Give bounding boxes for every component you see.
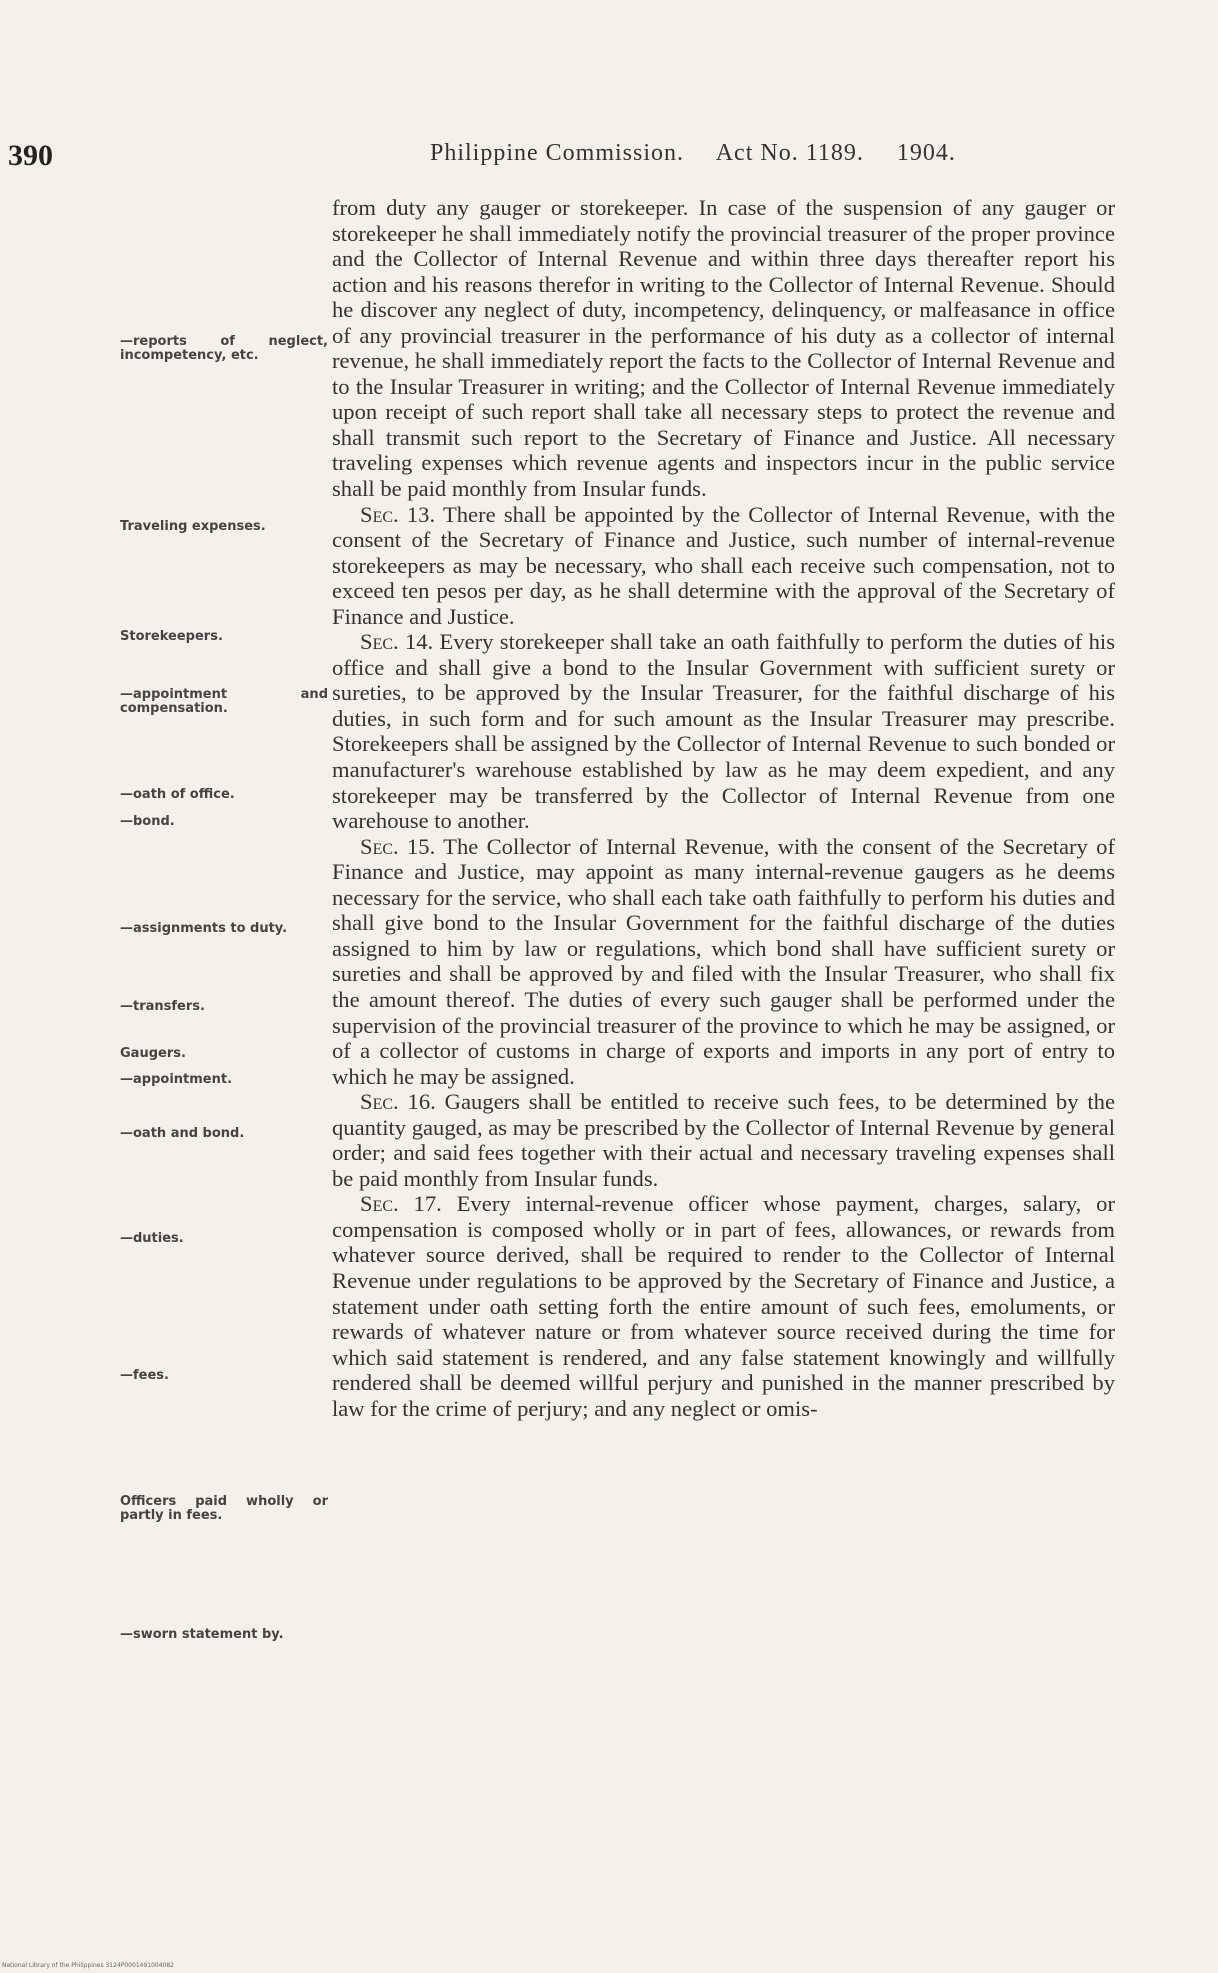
- margin-note: —duties.: [120, 1231, 184, 1246]
- margin-note: —transfers.: [120, 999, 205, 1014]
- margin-note: —sworn statement by.: [120, 1627, 284, 1642]
- section-text: The Collector of Internal Revenue, with the consent of the Secretary of Finance and Justice, may appoint as many internal-revenue gaugers as he deems necessary for the service, who shall each take oath faithfully to perform his duties and shall give bond to the Insular Government for the faithful discharge of the duties assigned to him by law or regulations, which bond shall have sufficient surety or sureties and shall be approved by and filed with the Insular Treasurer, who shall fix the amount thereof. The duties of every such gauger shall be performed under the supervision of the provincial treasurer of the province to which he may be assigned, or of a collector of customs in charge of exports and imports in any port of entry to which he may be assigned.: [332, 833, 1115, 1089]
- section-label: Sec. 13.: [360, 501, 436, 527]
- section-label: Sec. 15.: [360, 833, 436, 859]
- margin-note: —appointment and compensation.: [120, 687, 328, 716]
- footer-source: National Library of the Philippines 3124P0001491004082: [2, 1962, 174, 1969]
- section-label: Sec. 14.: [360, 629, 434, 655]
- section-17: [332, 1191, 1115, 1421]
- margin-note: Officers paid wholly or partly in fees.: [120, 1494, 328, 1523]
- body-paragraph: from duty any gauger or storekeeper. In case of the suspension of any gauger or storekeeper he shall immediately notify the provincial treasurer of the proper province and the Collector of Internal Revenue and within three days thereafter report his action and his reasons therefor in writing to the Collector of Internal Revenue. Should he discover any neglect of duty, incompetency, delinquency, or malfeasance in office of any provincial treasurer in the performance of his duty as a collector of internal revenue, he shall immediately report the facts to the Collector of Internal Revenue and to the Insular Treasurer in writing; and the Collector of Internal Revenue immediately upon receipt of such report shall take all necessary steps to protect the revenue and shall transmit such report to the Secretary of Finance and Justice. All necessary traveling expenses which revenue agents and inspectors incur in the public service shall be paid monthly from Insular funds.: [332, 195, 1115, 502]
- section-14: [332, 629, 1115, 833]
- margin-note: —appointment.: [120, 1072, 233, 1087]
- section-text: Every storekeeper shall take an oath faithfully to perform the duties of his office and shall give a bond to the Insular Government with sufficient surety or sureties, to be approved by the Insular Treasurer, for the faithful discharge of his duties, in such form and for such amount as the Insular Treasurer may prescribe. Storekeepers shall be assigned by the Collector of Internal Revenue to such bonded or manufacturer's warehouse established by law as he may deem expedient, and any storekeeper may be transferred by the Collector of Internal Revenue from one warehouse to another.: [332, 629, 1115, 834]
- margin-note: —oath and bond.: [120, 1126, 245, 1141]
- running-head-title: Philippine Commission.: [430, 140, 685, 166]
- running-head-year: 1904.: [896, 140, 956, 166]
- margin-note: —assignments to duty.: [120, 921, 288, 936]
- margin-note: Traveling expenses.: [120, 519, 266, 534]
- section-text: Every internal-revenue officer whose payment, charges, salary, or compensation is composed wholly or in part of fees, allowances, or rewards from whatever source derived, shall be required to render to the Collector of Internal Revenue under regulations to be approved by the Secretary of Finance and Justice, a statement under oath setting forth the entire amount of such fees, emoluments, or rewards of whatever nature or from whatever source received during the time for which said statement is rendered, and any false statement knowingly and willfully rendered shall be deemed willful perjury and punished in the manner prescribed by law for the crime of perjury; and any neglect or omis-: [332, 1191, 1115, 1421]
- margin-note: —fees.: [120, 1368, 169, 1383]
- main-text: [332, 195, 1115, 1421]
- section-13: [332, 502, 1115, 630]
- section-16: [332, 1089, 1115, 1191]
- margin-note: Storekeepers.: [120, 629, 223, 644]
- margin-note: Gaugers.: [120, 1046, 186, 1061]
- section-label: Sec. 17.: [360, 1191, 442, 1217]
- margin-note: —oath of office.: [120, 787, 235, 802]
- margin-note: —reports of neglect, incompetency, etc.: [120, 334, 328, 363]
- page-number: 390: [8, 139, 53, 172]
- running-head: [430, 140, 1070, 167]
- section-text: Gaugers shall be entitled to receive such fees, to be determined by the quantity gauged, as may be prescribed by the Collector of Internal Revenue by general order; and said fees together with their actual and necessary traveling expenses shall be paid monthly from Insular funds.: [332, 1089, 1115, 1191]
- section-label: Sec. 16.: [360, 1089, 436, 1115]
- section-text: There shall be appointed by the Collector of Internal Revenue, with the consent of the Secretary of Finance and Justice, such number of internal-revenue storekeepers as may be necessary, who shall each receive such compensation, not to exceed ten pesos per day, as he shall determine with the approval of the Secretary of Finance and Justice.: [332, 501, 1115, 629]
- section-15: [332, 834, 1115, 1089]
- running-head-act: Act No. 1189.: [715, 140, 864, 166]
- margin-note: —bond.: [120, 814, 175, 829]
